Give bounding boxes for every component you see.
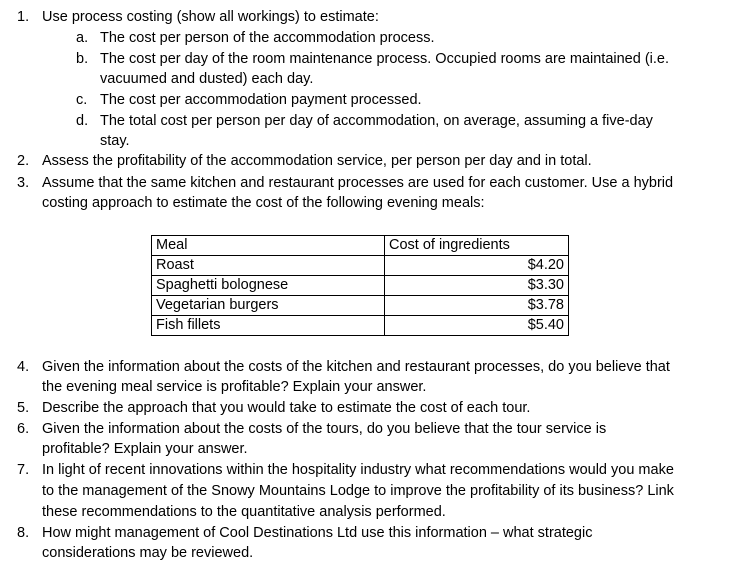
sub-label: b. xyxy=(76,51,89,67)
sub-question-text: The cost per person of the accommodation process. xyxy=(100,30,435,46)
table-row xyxy=(152,276,569,296)
question-number: 5. xyxy=(17,400,30,416)
sub-label: d. xyxy=(76,113,89,129)
question-text: considerations may be reviewed. xyxy=(42,545,254,561)
sub-question-text: vacuumed and dusted) each day. xyxy=(100,71,314,87)
table-row xyxy=(152,256,569,276)
cost-cell: $4.20 xyxy=(385,256,569,276)
meal-cell: Spaghetti bolognese xyxy=(152,276,385,296)
question-text: In light of recent innovations within the hospitality industry what recommendations would you make xyxy=(42,462,674,478)
question-text: Use process costing (show all workings) to estimate: xyxy=(42,9,379,25)
meal-cell: Vegetarian burgers xyxy=(152,296,385,316)
meal-cost-table xyxy=(151,235,569,336)
question-text: Describe the approach that you would take to estimate the cost of each tour. xyxy=(42,400,531,416)
question-number: 6. xyxy=(17,421,30,437)
question-number: 2. xyxy=(17,153,30,169)
sub-label: c. xyxy=(76,92,88,108)
question-text: to the management of the Snowy Mountains Lodge to improve the profitability of its business? Link xyxy=(42,483,674,499)
sub-question-text: The cost per accommodation payment processed. xyxy=(100,92,422,108)
question-number: 4. xyxy=(17,359,30,375)
sub-question-text: The cost per day of the room maintenance process. Occupied rooms are maintained (i.e. xyxy=(100,51,670,67)
sub-question-text: stay. xyxy=(100,133,130,149)
question-text: costing approach to estimate the cost of the following evening meals: xyxy=(42,195,485,211)
question-text: profitable? Explain your answer. xyxy=(42,441,248,457)
question-number: 8. xyxy=(17,525,30,541)
table-row xyxy=(152,316,569,336)
cost-cell: $3.30 xyxy=(385,276,569,296)
table-row xyxy=(152,296,569,316)
question-number: 3. xyxy=(17,175,30,191)
table-header-row xyxy=(152,236,569,256)
meal-cell: Roast xyxy=(152,256,385,276)
question-text: Given the information about the costs of the tours, do you believe that the tour service is xyxy=(42,421,607,437)
question-text: Assume that the same kitchen and restaurant processes are used for each customer. Use a hybrid xyxy=(42,175,674,191)
question-text: How might management of Cool Destinations Ltd use this information – what strategic xyxy=(42,525,593,541)
meal-cell: Fish fillets xyxy=(152,316,385,336)
question-text: Assess the profitability of the accommodation service, per person per day and in total. xyxy=(42,153,592,169)
question-text: the evening meal service is profitable? Explain your answer. xyxy=(42,379,427,395)
sub-label: a. xyxy=(76,30,89,46)
cost-cell: $5.40 xyxy=(385,316,569,336)
sub-question-text: The total cost per person per day of accommodation, on average, assuming a five-day xyxy=(100,113,653,129)
question-number: 1. xyxy=(17,9,30,25)
question-number: 7. xyxy=(17,462,30,478)
cost-cell: $3.78 xyxy=(385,296,569,316)
column-header-meal: Meal xyxy=(152,236,385,256)
question-text: Given the information about the costs of the kitchen and restaurant processes, do you believe that xyxy=(42,359,670,375)
column-header-cost: Cost of ingredients xyxy=(385,236,569,256)
question-text: these recommendations to the quantitative analysis performed. xyxy=(42,504,446,520)
